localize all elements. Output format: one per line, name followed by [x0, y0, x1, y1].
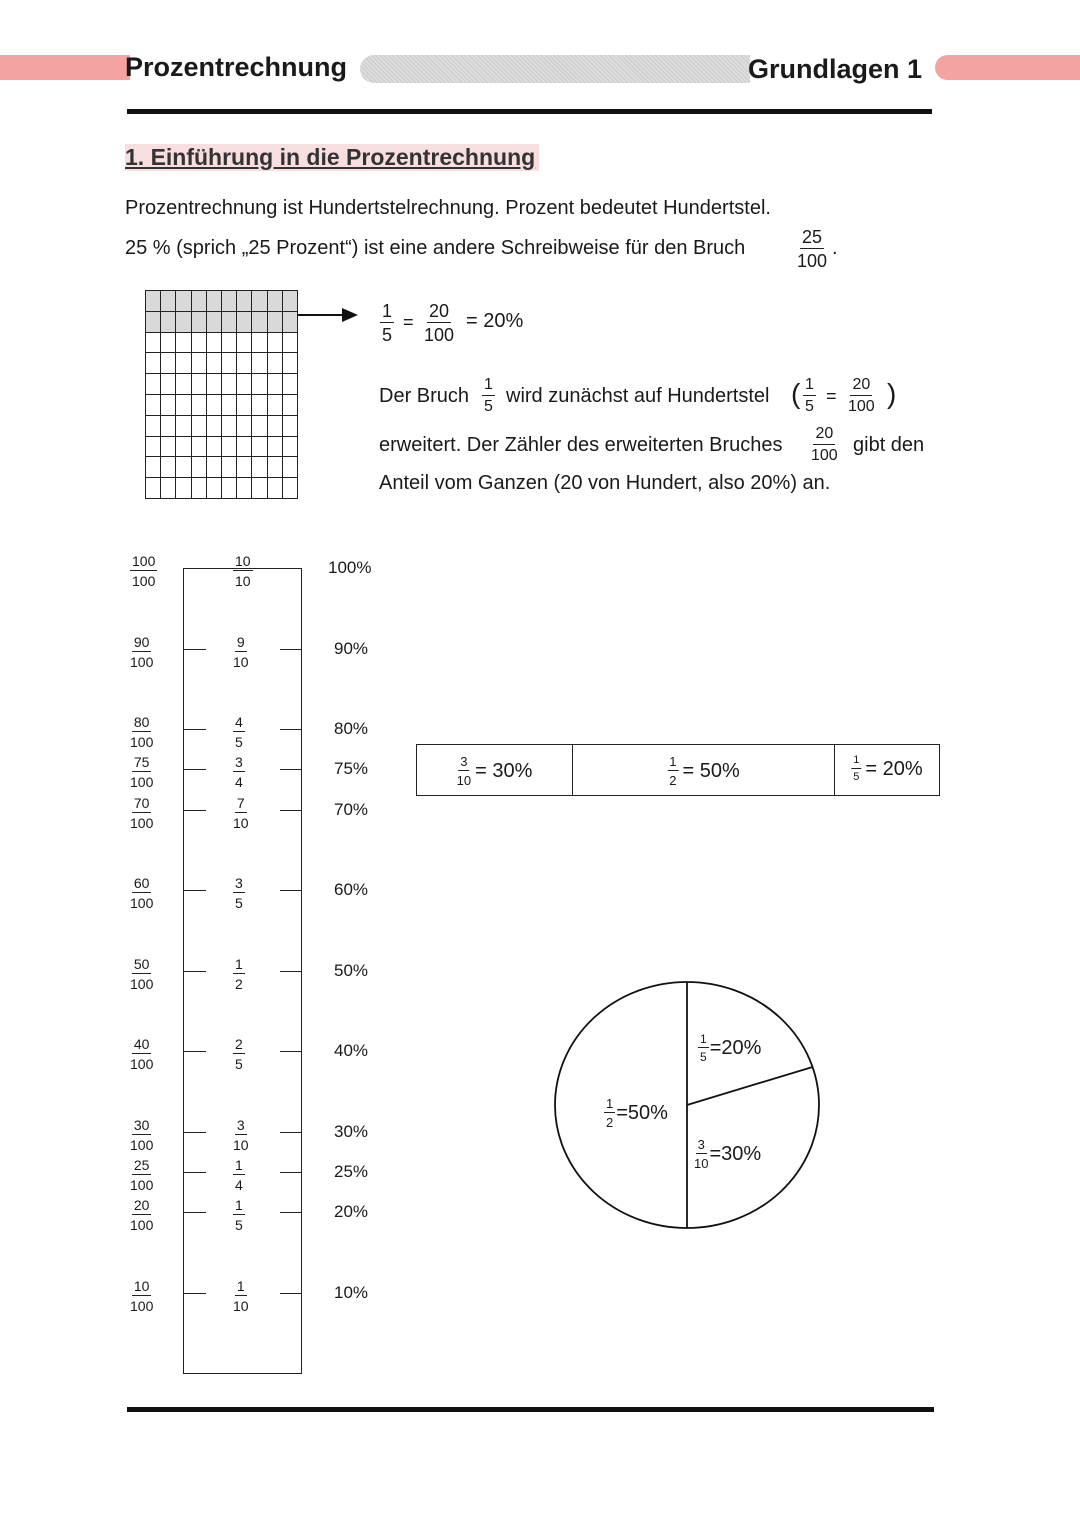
scale-hundredths-fraction: $\frac{40}{100}$: [130, 1036, 154, 1073]
scale-percent: 50%: [334, 960, 369, 980]
scale-percent: 40%: [334, 1041, 369, 1061]
explain-fraction-3: $\frac{20}{100}$: [848, 376, 875, 415]
pie-slice-label: [604, 1097, 668, 1129]
scale-hundredths-fraction: $\frac{90}{100}$: [130, 633, 154, 670]
pie-slice-label: [698, 1033, 761, 1063]
explain-fraction-2: $\frac{1}{5}$: [805, 376, 814, 415]
scale-tick-right: [280, 1212, 302, 1213]
scale-tick-right: [280, 769, 302, 770]
scale-hundredths-fraction: $\frac{60}{100}$: [130, 875, 154, 912]
scale-percent: 25%: [334, 1162, 369, 1182]
scale-hundredths-fraction: $\frac{100}{100}$: [132, 553, 156, 589]
scale-percent: 100%: [328, 558, 372, 577]
scale-simple-fraction: $\frac{1}{10}$: [233, 1278, 249, 1314]
scale-percent: 70%: [334, 799, 369, 819]
scale-hundredths-fraction: $\frac{75}{100}$: [130, 754, 154, 791]
eq-fraction-20-100: $\frac{20}{100}$: [424, 301, 455, 345]
eq-sign: =: [403, 312, 414, 332]
scale-simple-fraction: $\frac{3}{4}$: [235, 754, 243, 791]
percent-bar-label: [457, 755, 533, 787]
percent-bar: [416, 744, 940, 796]
pie-slice-value: =30%: [709, 1142, 762, 1165]
scale-percent: 90%: [334, 638, 369, 658]
section-heading: 1. Einführung in die Prozentrechnung: [125, 144, 539, 171]
intro-period: .: [832, 237, 838, 259]
percent-bar-label: [851, 755, 922, 783]
scale-hundredths-fraction: $\frac{10}{100}$: [130, 1278, 154, 1314]
fraction-scale: [0, 0, 420, 1400]
scale-tick-right: [280, 729, 302, 730]
scale-simple-fraction: $\frac{3}{10}$: [233, 1116, 249, 1153]
header-band-right: [935, 55, 1080, 80]
scale-simple-fraction: $\frac{1}{4}$: [235, 1157, 243, 1194]
scale-tick-right: [280, 568, 302, 569]
scale-tick-left: [184, 649, 206, 650]
scale-tick-left: [184, 971, 206, 972]
scale-percent: 75%: [334, 759, 369, 779]
percent-bar-segment: [834, 744, 940, 796]
intro-line-1: Prozentrechnung ist Hundertstelrechnung. Prozent bedeutet Hundertstel.: [125, 197, 771, 219]
scale-tick-left: [184, 1172, 206, 1173]
scale-tick-left: [184, 810, 206, 811]
scale-tick-left: [184, 890, 206, 891]
pie-slice-label: [694, 1138, 761, 1170]
scale-hundredths-fraction: $\frac{30}{100}$: [130, 1116, 154, 1153]
pie-slice-value: =20%: [709, 1036, 762, 1059]
paren-close: ): [887, 378, 897, 409]
pie-slice-boundary: [687, 1067, 813, 1105]
scale-percent: 60%: [334, 880, 369, 900]
pie-slice-fraction: $\frac{1}{5}$: [700, 1032, 707, 1064]
explain-fraction: $\frac{1}{5}$: [484, 376, 493, 415]
scale-tick-left: [184, 729, 206, 730]
scale-tick-right: [280, 1172, 302, 1173]
scale-hundredths-fraction: $\frac{20}{100}$: [130, 1197, 154, 1234]
explain-eq: =: [826, 386, 837, 406]
scale-simple-fraction: $\frac{9}{10}$: [233, 633, 249, 670]
eq-result: = 20%: [466, 310, 524, 332]
percent-bar-segment: [572, 744, 835, 796]
explain-fraction-4: $\frac{20}{100}$: [811, 425, 838, 464]
scale-hundredths-fraction: $\frac{25}{100}$: [130, 1157, 154, 1194]
pie-slice-fraction: $\frac{1}{2}$: [606, 1096, 614, 1130]
pie-chart: [540, 975, 840, 1235]
scale-simple-fraction: $\frac{2}{5}$: [235, 1036, 243, 1073]
percent-bar-fraction: $\frac{3}{10}$: [456, 754, 472, 788]
paren-open: (: [791, 378, 801, 409]
percent-bar-fraction: $\frac{1}{5}$: [853, 754, 860, 783]
scale-hundredths-fraction: $\frac{70}{100}$: [130, 794, 154, 831]
eq-fraction-1-5: $\frac{1}{5}$: [382, 301, 393, 345]
scale-tick-right: [280, 1293, 302, 1294]
scale-simple-fraction: $\frac{1}{2}$: [235, 955, 243, 992]
explain-3: Anteil vom Ganzen (20 von Hundert, also 20%) an.: [379, 472, 831, 494]
scale-simple-fraction: $\frac{4}{5}$: [235, 714, 243, 751]
explain-1a: Der Bruch: [379, 385, 470, 407]
explain-2a: erweitert. Der Zähler des erweiterten Bruches: [379, 434, 783, 456]
scale-percent: 80%: [334, 719, 369, 739]
scale-hundredths-fraction: $\frac{80}{100}$: [130, 714, 154, 751]
scale-tick-right: [280, 649, 302, 650]
scale-tick-right: [280, 1132, 302, 1133]
pie-slice-value: =50%: [616, 1101, 668, 1124]
scale-tick-left: [184, 1132, 206, 1133]
scale-simple-fraction: $\frac{1}{5}$: [235, 1197, 243, 1234]
scale-simple-fraction: $\frac{3}{5}$: [235, 875, 243, 912]
percent-bar-value: = 20%: [865, 757, 923, 780]
pie-slice-fraction: $\frac{3}{10}$: [694, 1137, 709, 1171]
scale-tick-left: [184, 769, 206, 770]
scale-hundredths-fraction: $\frac{50}{100}$: [130, 955, 154, 992]
percent-bar-segment: [416, 744, 573, 796]
scale-percent: 10%: [334, 1283, 369, 1302]
scale-tick-left: [184, 1212, 206, 1213]
intro-line-2: 25 % (sprich „25 Prozent“) ist eine andere Schreibweise für den Bruch: [125, 237, 746, 259]
scale-percent: 30%: [334, 1121, 369, 1141]
scale-tick-right: [280, 971, 302, 972]
header-title-right: Grundlagen 1: [748, 54, 923, 84]
scale-tick-right: [280, 890, 302, 891]
intro-fraction: $\frac{25}{100}$: [797, 227, 828, 271]
scale-tick-right: [280, 810, 302, 811]
header-title-left: Prozentrechnung: [125, 52, 348, 82]
percent-bar-value: = 50%: [682, 759, 740, 782]
scale-percent: 20%: [334, 1202, 369, 1222]
scale-simple-fraction: $\frac{7}{10}$: [233, 794, 249, 831]
percent-bar-fraction: $\frac{1}{2}$: [669, 754, 677, 788]
footer-rule: [127, 1407, 934, 1412]
percent-bar-label: [667, 755, 740, 787]
explain-2b: gibt den: [853, 434, 925, 456]
explain-1b: wird zunächst auf Hundertstel: [506, 385, 770, 407]
percent-bar-value: = 30%: [475, 759, 533, 782]
scale-tick-left: [184, 1051, 206, 1052]
scale-simple-fraction: $\frac{10}{10}$: [235, 553, 251, 589]
scale-tick-right: [280, 1051, 302, 1052]
scale-tick-left: [184, 1293, 206, 1294]
